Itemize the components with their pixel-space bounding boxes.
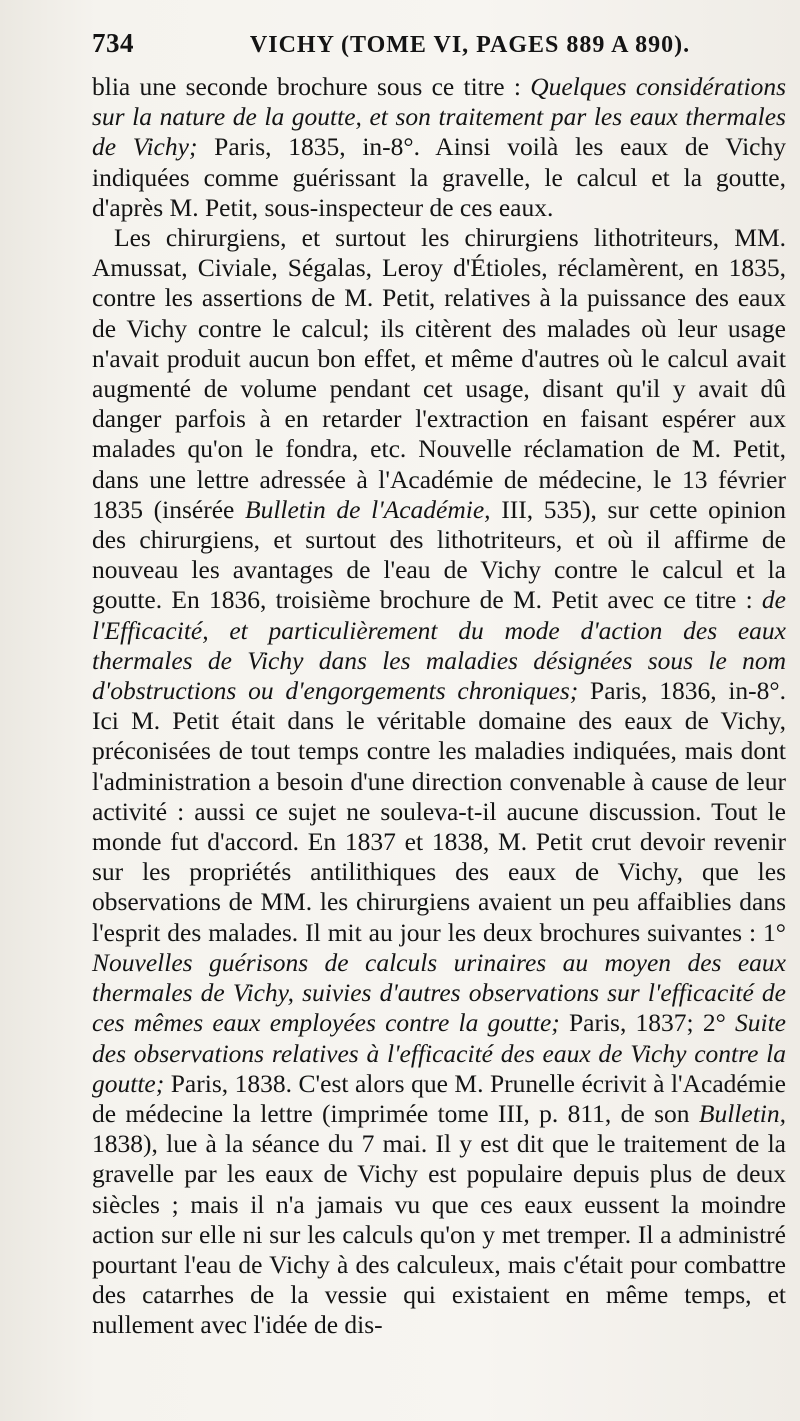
page-header [92, 28, 786, 68]
text-run: Paris, 1836, in-8°. Ici M. Petit était dans le véritable domaine des eaux de Vichy, préconisées de tout temps contre les maladies indiquées, mais dont l'administration a besoin d'une direction convenable à cause de leur activité : aussi ce sujet ne souleva-t-il aucune discussion. Tout le monde fut d'accord. En 1837 et 1838, M. Petit crut devoir revenir sur les propriétés antilithiques des eaux de Vichy, que les observations de MM. les chirurgiens avaient un peu affaiblies dans l'esprit des malades. Il mit au jour les deux brochures suivantes : 1° [92, 676, 786, 947]
paragraph-surgeons [92, 223, 786, 1341]
running-title: VICHY (TOME VI, PAGES 889 A 890). [249, 32, 691, 58]
italic-text-run: de l'Efficacité, et particulièrement du mode d'action des eaux thermales de Vichy dans les maladies désignées sous le nom d'obstructions ou d'engorgements chroniques; [92, 585, 786, 706]
italic-text-run: Quelques considérations sur la nature de la goutte, et son traitement par les eaux thermales de Vichy; [92, 72, 786, 162]
page-number: 734 [92, 28, 134, 58]
paragraph-continued [92, 72, 786, 223]
text-run: blia une seconde brochure sous ce titre : [92, 72, 531, 101]
body-text [92, 72, 786, 1341]
text-run: III, 535), sur cette opinion des chirurgiens, et surtout des lithotriteurs, et où il affirme de nouveau les avantages de l'eau de Vichy contre le calcul et la goutte. En 1836, troisième brochure de M. Petit avec ce titre : [92, 494, 786, 615]
italic-text-run: Nouvelles guérisons de calculs urinaires au moyen des eaux thermales de Vichy, suivies d'autres observations sur l'efficacité de ces mêmes eaux employées contre la goutte; [92, 947, 786, 1038]
text-run: Paris, 1837; 2° [559, 1008, 735, 1038]
italic-text-run: Bulletin, [698, 1098, 786, 1128]
text-run: Paris, 1835, in-8°. Ainsi voilà les eaux de Vichy indiquées comme guérissant la gravelle, le calcul et la goutte, d'après M. Petit, sous-inspecteur de ces eaux. [92, 132, 786, 222]
text-run: Paris, 1838. C'est alors que M. Prunelle écrivit à l'Académie de médecine la lettre (imprimée tome III, p. 811, de son [92, 1068, 786, 1128]
italic-text-run: Suite des observations relatives à l'efficacité des eaux de Vichy contre la goutte; [92, 1008, 786, 1098]
text-run: Les chirurgiens, et surtout les chirurgiens lithotriteurs, MM. Amussat, Civiale, Ségalas, Leroy d'Étioles, réclamèrent, en 1835, contre les assertions de M. Petit, relatives à la puissance des eaux de Vichy contre le calcul; ils citèrent des malades où leur usage n'avait produit aucun bon effet, et même d'autres où le calcul avait augmenté de volume pendant cet usage, disant qu'il y avait dû danger parfois à en retarder l'extraction en faisant espérer aux malades qu'on le fondra, etc. Nouvelle réclamation de M. Petit, dans une lettre adressée à l'Académie de médecine, le 13 février 1835 (insérée [92, 223, 786, 524]
italic-text-run: Bulletin de l'Académie, [245, 494, 491, 524]
text-run: 1838), lue à la séance du 7 mai. Il y est dit que le traitement de la gravelle par les eaux de Vichy est populaire depuis plus de deux siècles ; mais il n'a jamais vu que ces eaux eussent la moindre action sur elle ni sur les calculs qu'on y met tremper. Il a administré pourtant l'eau de Vichy à des calculeux, mais c'était pour combattre des catarrhes de la vessie qui existaient en même temps, et nullement avec l'idée de dis- [92, 1129, 786, 1340]
